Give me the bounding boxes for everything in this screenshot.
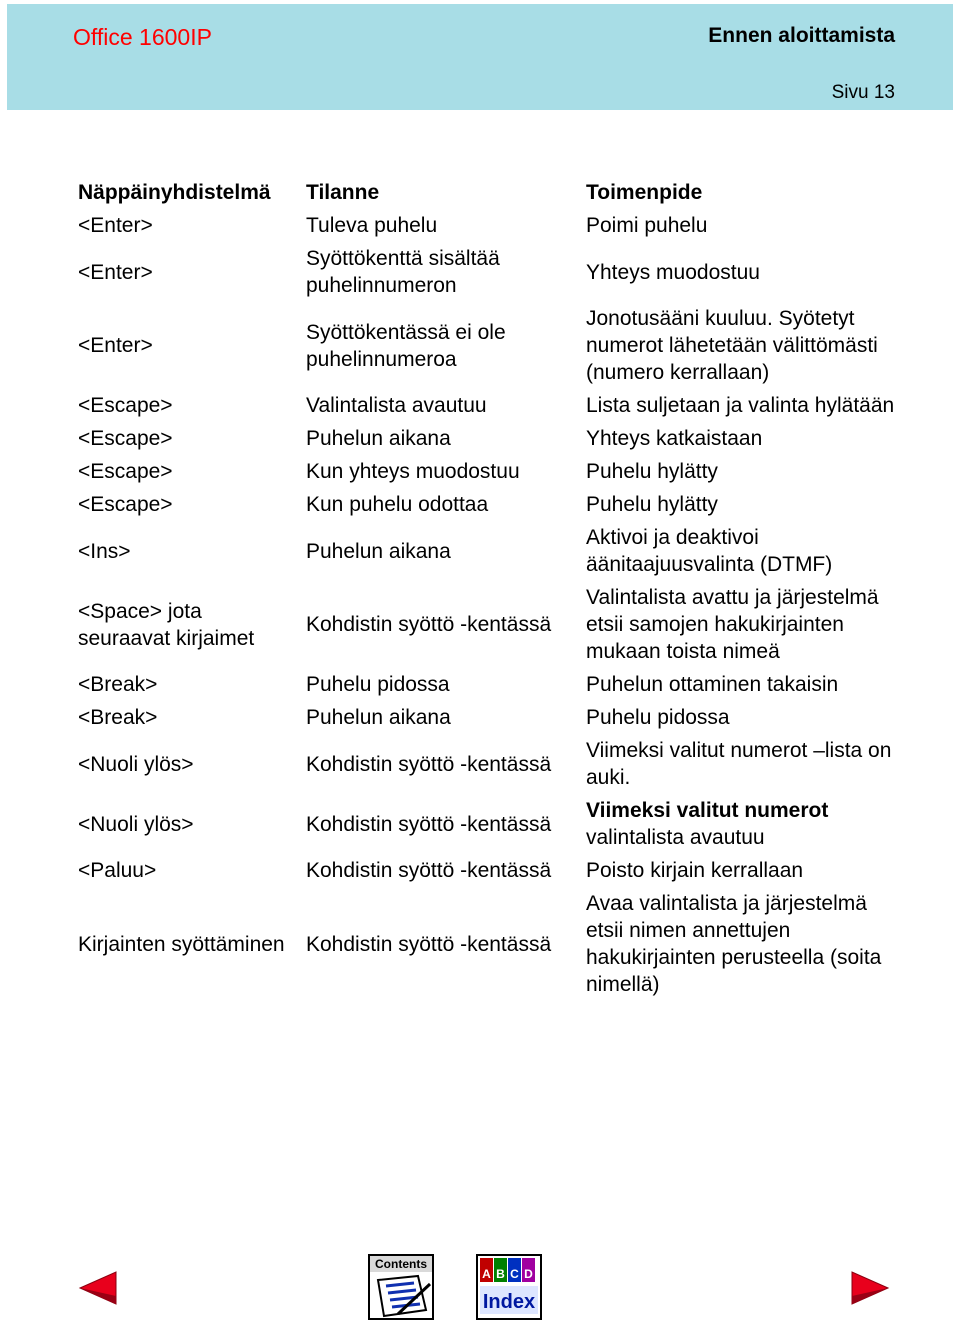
cell-key: <Escape> [78, 493, 173, 516]
cell-situation: Valintalista avautuu [306, 394, 487, 417]
cell-action: Aktivoi ja deaktivoi äänitaajuusvalinta (DTMF) [586, 526, 833, 576]
cell-key: <Escape> [78, 460, 173, 483]
table-row [72, 422, 902, 455]
cell-situation: Kun puhelu odottaa [306, 493, 489, 516]
cell-action: Valintalista avattu ja järjestelmä etsii samojen hakukirjainten mukaan toista nimeä [586, 586, 879, 663]
cell-action: Jonotusääni kuuluu. Syötetyt numerot lähetetään välittömästi (numero kerrallaan) [586, 307, 878, 384]
index-book-icon [476, 1254, 542, 1320]
cell-key: <Break> [78, 706, 158, 729]
prev-page-button[interactable] [78, 1268, 122, 1313]
cell-key: <Ins> [78, 539, 131, 563]
cell-situation: Syöttökentässä ei ole puhelinnumeroa [306, 320, 506, 371]
page-number: Sivu 13 [831, 82, 895, 103]
cell-action: Avaa valintalista ja järjestelmä etsii nimen annettujen hakukirjainten perusteella (soita nimellä) [586, 892, 882, 996]
svg-text:C: C [510, 1267, 519, 1281]
cell-situation: Kohdistin syöttö -kentässä [306, 932, 552, 956]
cell-action: Poimi puhelu [586, 214, 708, 237]
table-row [72, 581, 902, 668]
cell-action: Puhelu pidossa [586, 706, 730, 729]
cell-key: <Paluu> [78, 859, 157, 882]
cell-action: Yhteys katkaistaan [586, 427, 763, 450]
cell-key: <Break> [78, 673, 158, 696]
arrow-left-icon [78, 1268, 122, 1308]
cell-action: Poisto kirjain kerrallaan [586, 859, 804, 882]
cell-key: <Space> jota seuraavat kirjaimet [78, 599, 255, 650]
table-row [72, 734, 902, 794]
table-row [72, 209, 902, 242]
contents-label: Contents [375, 1257, 427, 1271]
cell-action-rest: valintalista avautuu [586, 826, 765, 849]
table-row [72, 887, 902, 1001]
table-row [72, 701, 902, 734]
cell-key: <Escape> [78, 394, 173, 417]
cell-situation: Puhelu pidossa [306, 673, 450, 696]
table-row [72, 242, 902, 302]
column-header-situation: Tilanne [306, 181, 380, 204]
brand-title: Office 1600IP [73, 24, 212, 50]
cell-situation: Puhelun aikana [306, 706, 451, 729]
page-header [7, 4, 953, 110]
column-header-key: Näppäinyhdistelmä [78, 181, 271, 204]
cell-action-emphasis: Viimeksi valitut numerot [586, 799, 829, 822]
cell-action: Puhelun ottaminen takaisin [586, 673, 839, 696]
cell-key: <Enter> [78, 334, 153, 357]
svg-text:B: B [496, 1267, 505, 1281]
cell-situation: Kohdistin syöttö -kentässä [306, 752, 552, 776]
contents-book-icon [368, 1254, 434, 1320]
cell-situation: Tuleva puhelu [306, 214, 438, 237]
cell-key: Kirjainten syöttäminen [78, 932, 285, 956]
table-row [72, 488, 902, 521]
cell-action: Yhteys muodostuu [586, 260, 760, 284]
table-row [72, 302, 902, 389]
cell-situation: Kohdistin syöttö -kentässä [306, 812, 552, 836]
cell-key: <Nuoli ylös> [78, 812, 194, 836]
cell-action [580, 794, 902, 854]
cell-situation: Kun yhteys muodostuu [306, 460, 520, 483]
arrow-right-icon [846, 1268, 890, 1308]
index-button[interactable] [476, 1254, 542, 1325]
cell-situation: Puhelun aikana [306, 427, 451, 450]
cell-action: Viimeksi valitut numerot –lista on auki. [586, 739, 892, 789]
cell-action: Puhelu hylätty [586, 460, 718, 483]
cell-situation: Kohdistin syöttö -kentässä [306, 613, 552, 636]
cell-key: <Escape> [78, 427, 173, 450]
table-row [72, 854, 902, 887]
cell-key: <Enter> [78, 260, 153, 284]
cell-situation: Puhelun aikana [306, 539, 451, 563]
table-row [72, 521, 902, 581]
svg-text:A: A [482, 1267, 491, 1281]
cell-key: <Nuoli ylös> [78, 752, 194, 776]
cell-situation: Kohdistin syöttö -kentässä [306, 859, 552, 882]
table-header-row [72, 176, 902, 209]
svg-text:D: D [524, 1267, 533, 1281]
cell-action: Puhelu hylätty [586, 493, 718, 516]
shortcut-table [72, 176, 902, 1001]
contents-button[interactable] [368, 1254, 434, 1325]
column-header-action: Toimenpide [586, 181, 703, 204]
section-title: Ennen aloittamista [708, 24, 895, 47]
next-page-button[interactable] [846, 1268, 890, 1313]
index-label: Index [482, 1291, 536, 1313]
cell-key: <Enter> [78, 214, 153, 237]
table-row [72, 455, 902, 488]
table-row [72, 794, 902, 854]
table-row [72, 668, 902, 701]
cell-situation: Syöttökenttä sisältää puhelinnumeron [306, 247, 500, 297]
table-row [72, 389, 902, 422]
cell-action: Lista suljetaan ja valinta hylätään [586, 394, 895, 417]
